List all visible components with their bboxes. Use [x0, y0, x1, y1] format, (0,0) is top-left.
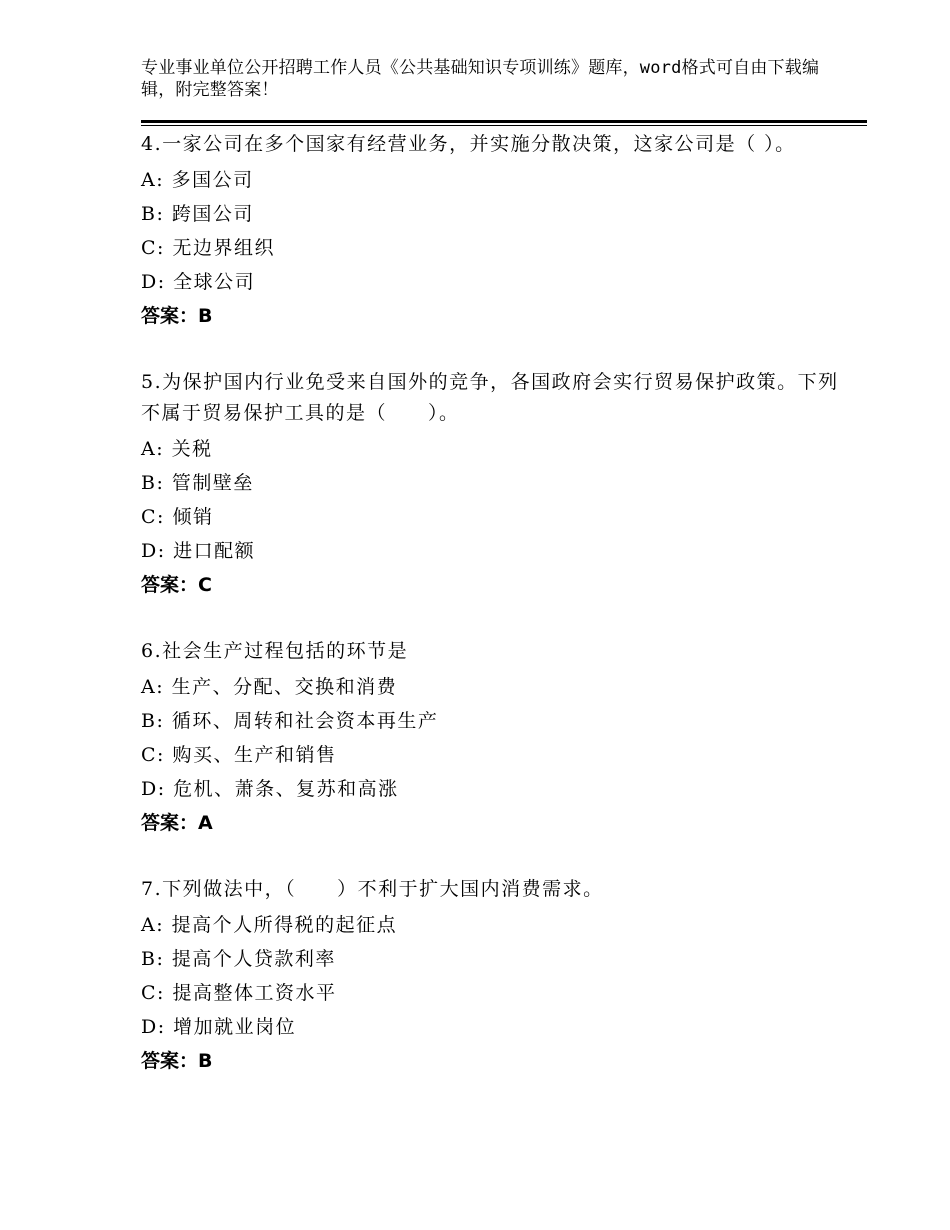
option-c: C: 购买、生产和销售: [141, 744, 337, 766]
option-d: D: 危机、萧条、复苏和高涨: [141, 778, 399, 800]
option-c: C: 倾销: [141, 506, 214, 528]
option-c: C: 无边界组织: [141, 237, 275, 259]
header-divider-thin: [141, 125, 867, 126]
option-d: D: 全球公司: [141, 271, 256, 293]
option-b: B: 提高个人贷款利率: [141, 948, 336, 970]
answer-label: 答案：C: [141, 574, 212, 596]
question-6: [141, 636, 841, 840]
option-d: D: 进口配额: [141, 540, 256, 562]
option-a: A: 多国公司: [141, 169, 254, 191]
option-b: B: 跨国公司: [141, 203, 254, 225]
question-5: [141, 367, 841, 602]
answer-label: 答案：B: [141, 305, 213, 327]
option-c: C: 提高整体工资水平: [141, 982, 337, 1004]
question-4: [141, 129, 841, 333]
question-list: [141, 129, 841, 1112]
header-divider-thick: [141, 120, 867, 123]
answer-label: 答案：B: [141, 1050, 213, 1072]
option-a: A: 提高个人所得税的起征点: [141, 914, 398, 936]
document-header: 专业事业单位公开招聘工作人员《公共基础知识专项训练》题库，word格式可自由下载编辑，附完整答案！: [141, 58, 820, 100]
option-b: B: 管制壁垒: [141, 472, 254, 494]
option-a: A: 生产、分配、交换和消费: [141, 676, 398, 698]
option-b: B: 循环、周转和社会资本再生产: [141, 710, 439, 732]
option-d: D: 增加就业岗位: [141, 1016, 297, 1038]
question-7: [141, 874, 841, 1078]
answer-label: 答案：A: [141, 812, 213, 834]
option-a: A: 关税: [141, 438, 213, 460]
question-stem: 4.一家公司在多个国家有经营业务，并实施分散决策，这家公司是（ ）。: [141, 133, 796, 155]
question-stem: 7.下列做法中，（ ）不利于扩大国内消费需求。: [141, 878, 604, 900]
question-stem: 5.为保护国内行业免受来自国外的竞争，各国政府会实行贸易保护政策。下列不属于贸易保护工具的是（ ）。: [141, 371, 839, 424]
question-stem: 6.社会生产过程包括的环节是: [141, 640, 409, 662]
